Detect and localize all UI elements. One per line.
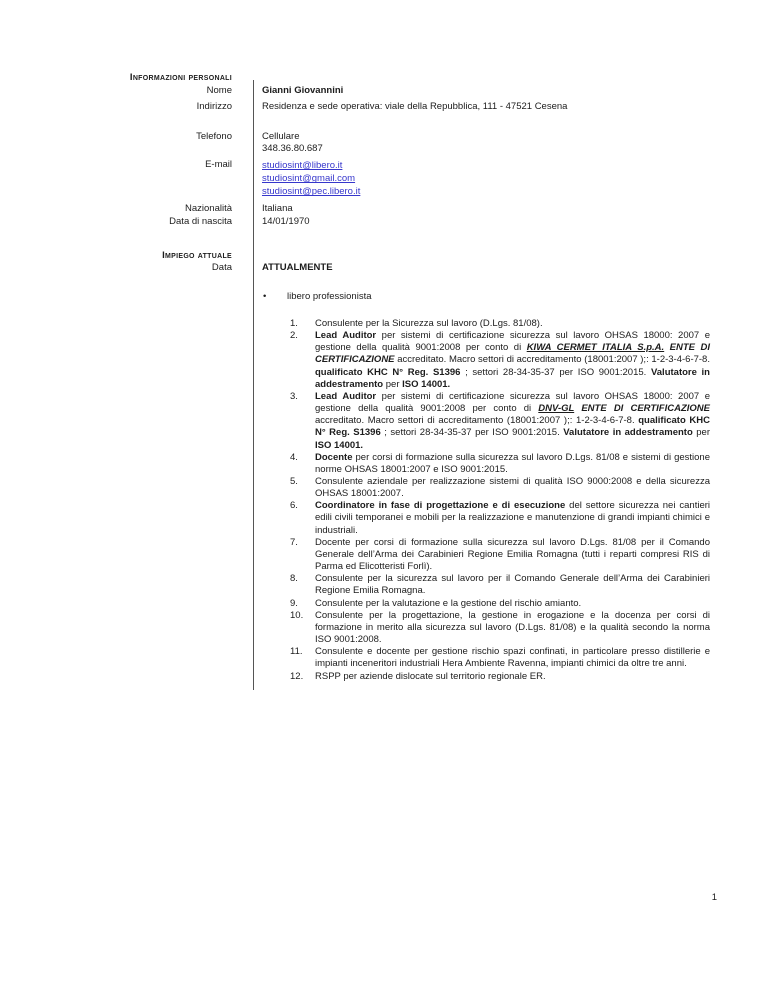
- list-item-text: [315, 610, 710, 646]
- column-divider-line: [253, 80, 254, 690]
- list-item-text: [315, 573, 710, 597]
- text-segment: per sistemi di certificazione sicurezza sul lavoro OHSAS 18000: 2007 e gestione della qualità 9001:2008 per conto di: [315, 330, 710, 354]
- text-segment: del settore sicurezza nei cantieri edili civili temporanei e mobili per la realizzazione e manutenzione di grandi impianti chimici e industriali.: [315, 500, 711, 536]
- value-attualmente: [253, 262, 768, 682]
- label-data-di-nascita: Data di nascita: [169, 215, 232, 227]
- row-nome: [0, 85, 768, 97]
- row-indirizzo: [0, 101, 768, 113]
- attualmente-heading: ATTUALMENTE: [262, 262, 333, 274]
- employment-section: [0, 250, 768, 262]
- list-item-text: [315, 646, 710, 670]
- numbered-list-item: [290, 452, 710, 476]
- list-item-number: 7.: [290, 536, 298, 548]
- numbered-list-item: [290, 598, 710, 610]
- value-nazionalita: Italiana: [262, 203, 293, 215]
- list-item-text: [315, 500, 710, 536]
- email-link-gmail[interactable]: studiosint@gmail.com: [262, 173, 356, 185]
- email-link-pec[interactable]: studiosint@pec.libero.it: [262, 186, 361, 198]
- text-segment: ENTE DI CERTIFICAZIONE: [574, 403, 710, 415]
- value-nome: Gianni Giovannini: [262, 85, 344, 97]
- list-item-text: [315, 671, 710, 683]
- text-segment: per: [383, 378, 403, 390]
- value-telefono: [253, 131, 768, 156]
- text-segment: ; settori 28-34-35-37 per ISO 9001:2015.: [460, 366, 651, 378]
- email-link-libero[interactable]: studiosint@libero.it: [262, 160, 343, 172]
- value-indirizzo: Residenza e sede operativa: viale della Repubblica, 111 - 47521 Cesena: [262, 100, 568, 112]
- section-header-impiego-attuale: Impiego attuale: [162, 250, 232, 262]
- bullet-item: [262, 291, 710, 303]
- list-item-text: [315, 391, 710, 452]
- text-segment: Consulente e docente per gestione rischio spazi confinati, in particolare presso distillerie e impianti inceneritori industriali Hera Ambiente Ravenna, impianti chimici da oltre tre anni.: [315, 646, 710, 670]
- text-segment: Consulente aziendale per realizzazione sistemi di qualità ISO 9000:2008 e della sicurezza OHSAS 18001:2007.: [315, 476, 710, 500]
- text-segment: Valutatore in addestramento: [563, 427, 693, 439]
- label-telefono: Telefono: [196, 130, 232, 142]
- text-segment: Coordinatore in fase di progettazione e di esecuzione: [315, 500, 566, 512]
- list-item-number: 1.: [290, 317, 298, 329]
- text-segment: ; settori 28-34-35-37 per ISO 9001:2015.: [380, 427, 564, 439]
- text-segment: ISO 14001.: [315, 439, 364, 451]
- text-segment: Docente per corsi di formazione sulla sicurezza sul lavoro D.Lgs. 81/08 per il Comando Generale dell’Arma dei Carabinieri Regione Emilia Romagna (tutti i reparti compresi RIS di Parma ed Elicotteristi Forlì).: [315, 536, 710, 573]
- numbered-list-item: [290, 500, 710, 536]
- list-item-text: [315, 452, 710, 476]
- label-data: Data: [211, 262, 232, 274]
- list-item-text: [315, 476, 710, 500]
- text-segment: per corsi di formazione sulla sicurezza sul lavoro D.Lgs. 81/08 e sistemi di gestione norme OHSAS 18001:2007 e ISO 9001:2015.: [315, 451, 710, 475]
- label-nome: Nome: [206, 85, 232, 97]
- list-item-number: 8.: [290, 573, 298, 585]
- list-item-number: 10.: [290, 609, 304, 621]
- row-data-attualmente: [0, 262, 768, 682]
- text-segment: RSPP per aziende dislocate sul territorio regionale ER.: [315, 670, 546, 682]
- numbered-list-item: [290, 391, 710, 452]
- text-segment: Consulente per la sicurezza sul lavoro per il Comando Generale dell’Arma dei Carabinieri Regione Emilia Romagna.: [315, 573, 710, 597]
- text-segment: per sistemi di certificazione sicurezza sul lavoro OHSAS 18000: 2007 e gestione della qualità 9001:2008 per conto di: [315, 390, 710, 415]
- label-nazionalita: Nazionalità: [185, 203, 232, 215]
- bullet-icon: •: [263, 290, 267, 302]
- numbered-list-item: [290, 330, 710, 391]
- value-data-di-nascita: 14/01/1970: [262, 215, 310, 227]
- text-segment: accreditato. Macro settori di accreditamento (18001:2007 );: 1-2-3-4-6-7-8.: [315, 415, 639, 427]
- phone-type: Cellulare: [262, 130, 300, 142]
- text-segment: KIWA CERMET ITALIA S.p.A.: [526, 342, 665, 354]
- list-item-number: 11.: [290, 646, 303, 658]
- text-segment: Docente: [315, 451, 353, 463]
- list-item-text: [315, 318, 710, 330]
- text-segment: qualificato KHC N° Reg. S1396: [315, 366, 461, 378]
- text-segment: Consulente per la progettazione, la gestione in erogazione e la docenza per corsi di formazione in merito alla sicurezza sul lavoro (D.Lgs. 81/08) e la qualità secondo la norma ISO 9001:2008.: [315, 609, 710, 646]
- row-telefono: [0, 131, 768, 156]
- text-segment: Consulente per la Sicurezza sul lavoro (D.Lgs. 81/08).: [315, 317, 543, 329]
- list-item-text: [315, 598, 710, 610]
- row-data-di-nascita: [0, 216, 768, 228]
- text-segment: accreditato. Macro settori di accreditamento (18001:2007 );: 1-2-3-4-6-7-8.: [394, 354, 710, 366]
- numbered-list-item: [290, 610, 710, 646]
- list-item-number: 12.: [290, 670, 304, 682]
- list-item-text: [315, 330, 710, 391]
- list-item-number: 6.: [290, 500, 298, 512]
- list-item-number: 4.: [290, 451, 298, 463]
- text-segment: ISO 14001.: [402, 378, 451, 390]
- numbered-list-item: [290, 646, 710, 670]
- personal-info-section: [0, 72, 768, 84]
- list-item-number: 3.: [290, 390, 298, 402]
- text-segment: Valutatore in addestramento: [315, 366, 710, 390]
- text-segment: ENTE DI CERTIFICAZIONE: [315, 342, 711, 366]
- numbered-list: [262, 318, 710, 683]
- list-item-number: 2.: [290, 330, 298, 342]
- text-segment: DNV-GL: [538, 403, 575, 415]
- row-nazionalita: [0, 203, 768, 215]
- text-segment: qualificato KHC N° Reg. S1396: [315, 415, 710, 439]
- label-email: E-mail: [205, 159, 232, 171]
- text-segment: Lead Auditor: [315, 390, 377, 402]
- text-segment: Lead Auditor: [315, 330, 377, 342]
- text-segment: per: [692, 427, 710, 439]
- value-email: [253, 159, 768, 198]
- numbered-list-item: [290, 537, 710, 573]
- bullet-list: [262, 291, 710, 303]
- bullet-item-text: libero professionista: [287, 290, 372, 302]
- section-header-informazioni-personali: Informazioni personali: [129, 72, 232, 83]
- numbered-list-item: [290, 573, 710, 597]
- numbered-list-item: [290, 671, 710, 683]
- page-number: 1: [711, 892, 717, 903]
- text-segment: Consulente per la valutazione e la gestione del rischio amianto.: [315, 597, 582, 609]
- numbered-list-item: [290, 476, 710, 500]
- label-indirizzo: Indirizzo: [196, 100, 232, 112]
- list-item-number: 9.: [290, 597, 298, 609]
- numbered-list-item: [290, 318, 710, 330]
- phone-number: 348.36.80.687: [262, 143, 323, 155]
- list-item-text: [315, 537, 710, 573]
- list-item-number: 5.: [290, 476, 298, 487]
- row-email: [0, 159, 768, 198]
